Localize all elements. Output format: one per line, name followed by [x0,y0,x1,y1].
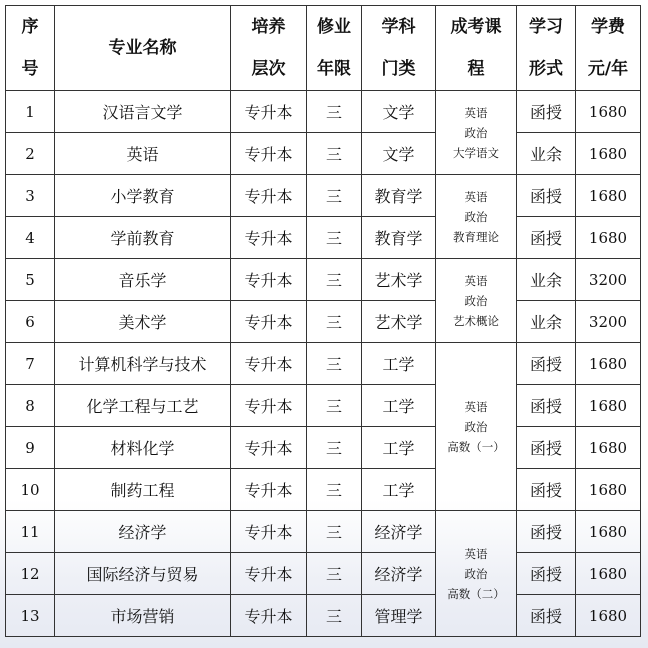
cell-level: 专升本 [231,385,307,427]
cell-major: 计算机科学与技术 [55,343,231,385]
majors-table [5,5,641,637]
cell-years: 三 [307,469,362,511]
cell-years: 三 [307,511,362,553]
cell-fee: 1680 [576,553,641,595]
column-header-line: 学费 [591,17,625,37]
exam-course-line: 英语 [464,273,488,288]
cell-major: 制药工程 [55,469,231,511]
cell-category: 经济学 [362,511,436,553]
cell-years: 三 [307,217,362,259]
cell-mode: 函授 [517,385,576,427]
cell-category: 经济学 [362,553,436,595]
cell-level: 专升本 [231,175,307,217]
cell-level: 专升本 [231,133,307,175]
exam-course-line: 高数（一） [447,439,505,454]
column-header-line: 成考课 [450,17,502,37]
cell-major: 学前教育 [55,217,231,259]
cell-no: 5 [6,259,55,301]
column-header-mode [517,6,576,91]
table-row [6,91,641,133]
cell-years: 三 [307,91,362,133]
cell-level: 专升本 [231,91,307,133]
column-header-years [307,6,362,91]
table-row [6,301,641,343]
column-header-line: 元/年 [587,59,629,79]
cell-major: 音乐学 [55,259,231,301]
cell-category: 教育学 [362,217,436,259]
cell-category: 艺术学 [362,301,436,343]
exam-course-line: 艺术概论 [453,313,499,328]
cell-level: 专升本 [231,343,307,385]
cell-mode: 函授 [517,217,576,259]
cell-level: 专升本 [231,427,307,469]
cell-exam-courses [436,259,517,343]
column-header-line: 学科 [381,17,416,37]
column-header-no [6,6,55,91]
header-row [6,6,641,91]
cell-level: 专升本 [231,553,307,595]
cell-exam-courses [436,511,517,637]
column-header-fee [576,6,641,91]
cell-exam-courses [436,175,517,259]
column-header-major [55,6,231,91]
cell-level: 专升本 [231,469,307,511]
table-row [6,427,641,469]
cell-fee: 1680 [576,595,641,637]
cell-no: 10 [6,469,55,511]
cell-level: 专升本 [231,595,307,637]
cell-major: 化学工程与工艺 [55,385,231,427]
cell-years: 三 [307,259,362,301]
column-header-line: 修业 [317,17,351,37]
cell-mode: 函授 [517,469,576,511]
cell-exam-courses [436,343,517,511]
cell-fee: 1680 [576,427,641,469]
table-row [6,175,641,217]
cell-years: 三 [307,343,362,385]
cell-level: 专升本 [231,301,307,343]
exam-course-line: 教育理论 [453,229,499,244]
exam-course-line: 政治 [464,209,488,224]
cell-mode: 函授 [517,91,576,133]
cell-category: 工学 [362,427,436,469]
cell-level: 专升本 [231,217,307,259]
exam-course-line: 政治 [464,566,488,581]
cell-fee: 1680 [576,385,641,427]
cell-major: 市场营销 [55,595,231,637]
cell-no: 4 [6,217,55,259]
cell-category: 艺术学 [362,259,436,301]
cell-years: 三 [307,385,362,427]
exam-course-line: 高数（二） [447,586,505,601]
cell-mode: 业余 [517,133,576,175]
cell-no: 11 [6,511,55,553]
cell-category: 教育学 [362,175,436,217]
cell-no: 13 [6,595,55,637]
cell-mode: 业余 [517,259,576,301]
cell-category: 文学 [362,91,436,133]
cell-category: 管理学 [362,595,436,637]
table-row [6,385,641,427]
cell-fee: 1680 [576,343,641,385]
exam-course-line: 政治 [464,125,488,140]
cell-category: 工学 [362,385,436,427]
column-header-exam [436,6,517,91]
table-row [6,343,641,385]
table-row [6,259,641,301]
column-header-line: 年限 [317,59,351,79]
cell-no: 1 [6,91,55,133]
cell-mode: 函授 [517,175,576,217]
table-row [6,595,641,637]
cell-major: 汉语言文学 [55,91,231,133]
cell-fee: 1680 [576,217,641,259]
cell-fee: 1680 [576,133,641,175]
exam-course-line: 大学语文 [453,145,499,160]
cell-no: 2 [6,133,55,175]
cell-mode: 函授 [517,553,576,595]
exam-course-line: 英语 [464,105,488,120]
cell-mode: 业余 [517,301,576,343]
cell-no: 6 [6,301,55,343]
cell-major: 小学教育 [55,175,231,217]
cell-fee: 1680 [576,469,641,511]
cell-category: 工学 [362,343,436,385]
cell-mode: 函授 [517,427,576,469]
column-header-line: 程 [467,59,485,79]
cell-category: 工学 [362,469,436,511]
cell-years: 三 [307,553,362,595]
cell-no: 9 [6,427,55,469]
cell-major: 经济学 [55,511,231,553]
column-header-line: 层次 [251,59,286,79]
table-row [6,469,641,511]
column-header-line: 培养 [251,17,286,37]
exam-course-line: 英语 [464,546,488,561]
cell-years: 三 [307,133,362,175]
column-header-line: 形式 [529,59,563,79]
column-header-line: 号 [21,59,39,79]
column-header-line: 序 [21,17,39,37]
column-header-line: 专业名称 [108,38,177,58]
exam-course-line: 政治 [464,293,488,308]
table-row [6,133,641,175]
column-header-line: 门类 [381,59,416,79]
cell-fee: 3200 [576,259,641,301]
cell-years: 三 [307,427,362,469]
exam-course-line: 英语 [464,399,488,414]
cell-major: 国际经济与贸易 [55,553,231,595]
cell-category: 文学 [362,133,436,175]
cell-fee: 1680 [576,175,641,217]
cell-fee: 1680 [576,511,641,553]
cell-mode: 函授 [517,595,576,637]
cell-fee: 1680 [576,91,641,133]
cell-major: 美术学 [55,301,231,343]
cell-no: 8 [6,385,55,427]
cell-years: 三 [307,595,362,637]
cell-fee: 3200 [576,301,641,343]
cell-mode: 函授 [517,511,576,553]
cell-major: 材料化学 [55,427,231,469]
exam-course-line: 英语 [464,189,488,204]
table-row [6,553,641,595]
cell-major: 英语 [55,133,231,175]
cell-exam-courses [436,91,517,175]
column-header-level [231,6,307,91]
column-header-category [362,6,436,91]
cell-level: 专升本 [231,259,307,301]
table-row [6,511,641,553]
cell-level: 专升本 [231,511,307,553]
cell-years: 三 [307,175,362,217]
cell-mode: 函授 [517,343,576,385]
column-header-line: 学习 [529,17,563,37]
cell-no: 7 [6,343,55,385]
cell-years: 三 [307,301,362,343]
cell-no: 12 [6,553,55,595]
exam-course-line: 政治 [464,419,488,434]
table-body [6,91,641,637]
cell-no: 3 [6,175,55,217]
table-row [6,217,641,259]
